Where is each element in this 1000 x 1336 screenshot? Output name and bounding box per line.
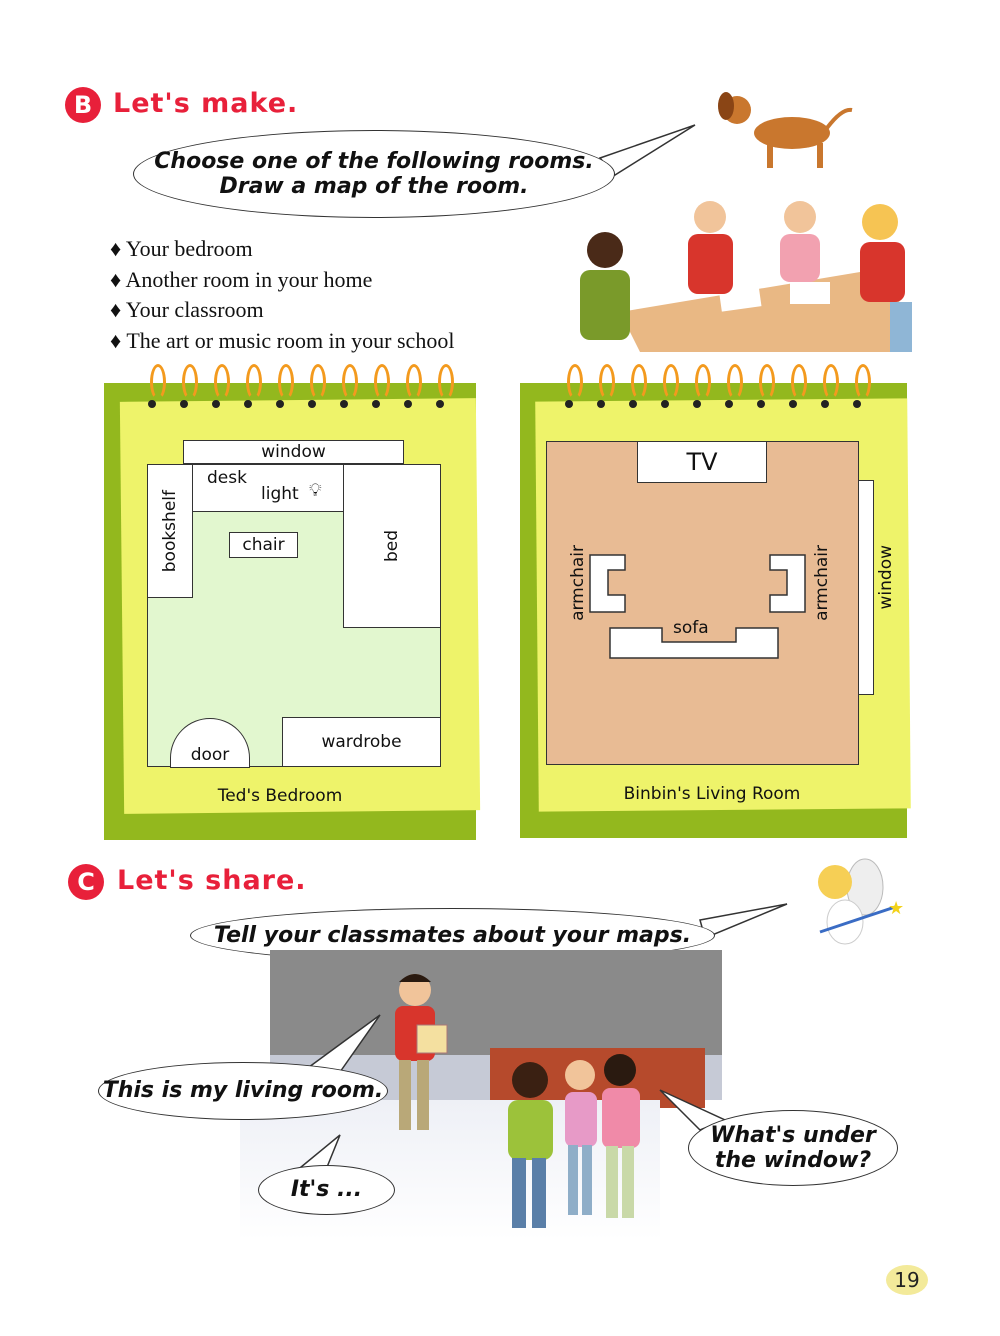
spiral-ring bbox=[631, 364, 647, 400]
spiral-ring bbox=[599, 364, 615, 400]
binding-hole bbox=[308, 400, 316, 408]
section-c-badge: C bbox=[68, 864, 104, 900]
spiral-ring bbox=[214, 364, 230, 400]
dog-illustration bbox=[712, 88, 857, 173]
binding-hole bbox=[853, 400, 861, 408]
window-box bbox=[858, 480, 874, 695]
desk-box: desk light 💡︎ bbox=[192, 464, 344, 512]
binding-hole bbox=[693, 400, 701, 408]
spiral-ring bbox=[823, 364, 839, 400]
speech-bubble-window-question: What's under the window? bbox=[688, 1110, 898, 1186]
spiral-ring bbox=[727, 364, 743, 400]
binding-hole bbox=[276, 400, 284, 408]
wardrobe-box: wardrobe bbox=[282, 717, 441, 767]
spiral-ring bbox=[278, 364, 294, 400]
binding-hole bbox=[372, 400, 380, 408]
window-label: window bbox=[183, 440, 404, 464]
section-b-badge: B bbox=[65, 87, 101, 123]
armchair-left-shape bbox=[588, 553, 628, 615]
students-listening-illustration bbox=[480, 1040, 660, 1240]
list-item: ♦ Your bedroom bbox=[110, 236, 253, 261]
lightbulb-icon: 💡︎ bbox=[309, 480, 322, 501]
binding-hole bbox=[244, 400, 252, 408]
sofa-label: sofa bbox=[673, 618, 709, 638]
binding-hole bbox=[725, 400, 733, 408]
instruction-bubble bbox=[133, 130, 615, 218]
list-item: ♦ Another room in your home bbox=[110, 266, 373, 292]
binding-hole bbox=[597, 400, 605, 408]
armchair-right-shape bbox=[767, 553, 807, 615]
spiral-ring bbox=[374, 364, 390, 400]
binding-hole bbox=[789, 400, 797, 408]
binding-hole bbox=[629, 400, 637, 408]
spiral-ring bbox=[855, 364, 871, 400]
binding-hole bbox=[565, 400, 573, 408]
room-list bbox=[110, 236, 454, 358]
window-label: window bbox=[876, 545, 896, 610]
map-caption: Binbin's Living Room bbox=[623, 784, 801, 804]
spiral-ring bbox=[567, 364, 583, 400]
bubble-line: Draw a map of the room. bbox=[219, 174, 529, 199]
spiral-ring bbox=[150, 364, 166, 400]
spiral-ring bbox=[342, 364, 358, 400]
binding-hole bbox=[821, 400, 829, 408]
spiral-ring bbox=[438, 364, 454, 400]
binding-hole bbox=[180, 400, 188, 408]
armchair-left-label: armchair bbox=[568, 545, 588, 621]
chair-box: chair bbox=[229, 532, 298, 558]
page-number: 19 bbox=[886, 1265, 928, 1295]
bookshelf-box: bookshelf bbox=[147, 464, 193, 598]
children-drawing-illustration bbox=[560, 192, 930, 357]
binding-hole bbox=[757, 400, 765, 408]
spiral-ring bbox=[759, 364, 775, 400]
door-arc: door bbox=[170, 718, 250, 768]
spiral-ring bbox=[791, 364, 807, 400]
share-bubble: Tell your classmates about your maps. bbox=[190, 908, 715, 963]
spiral-ring bbox=[663, 364, 679, 400]
section-c-title: Let's share. bbox=[117, 865, 307, 896]
binding-hole bbox=[436, 400, 444, 408]
angel-illustration bbox=[800, 852, 910, 967]
bed-box: bed bbox=[343, 464, 441, 628]
spiral-ring bbox=[406, 364, 422, 400]
map-caption: Ted's Bedroom bbox=[217, 786, 343, 806]
svg-text:★: ★ bbox=[888, 898, 905, 919]
list-item: ♦ The art or music room in your school bbox=[110, 327, 455, 353]
binding-hole bbox=[340, 400, 348, 408]
speech-bubble-living-room: This is my living room. bbox=[98, 1062, 388, 1120]
armchair-right-label: armchair bbox=[812, 545, 832, 621]
list-item: ♦ Your classroom bbox=[110, 297, 264, 322]
tv-box: TV bbox=[637, 441, 767, 483]
binding-hole bbox=[404, 400, 412, 408]
speech-bubble-its: It's ... bbox=[258, 1165, 395, 1215]
spiral-ring bbox=[246, 364, 262, 400]
spiral-ring bbox=[695, 364, 711, 400]
section-b-title: Let's make. bbox=[113, 88, 299, 119]
spiral-ring bbox=[310, 364, 326, 400]
spiral-ring bbox=[182, 364, 198, 400]
bubble-line: Choose one of the following rooms. bbox=[154, 148, 594, 174]
binding-hole bbox=[661, 400, 669, 408]
binding-hole bbox=[212, 400, 220, 408]
binding-hole bbox=[148, 400, 156, 408]
